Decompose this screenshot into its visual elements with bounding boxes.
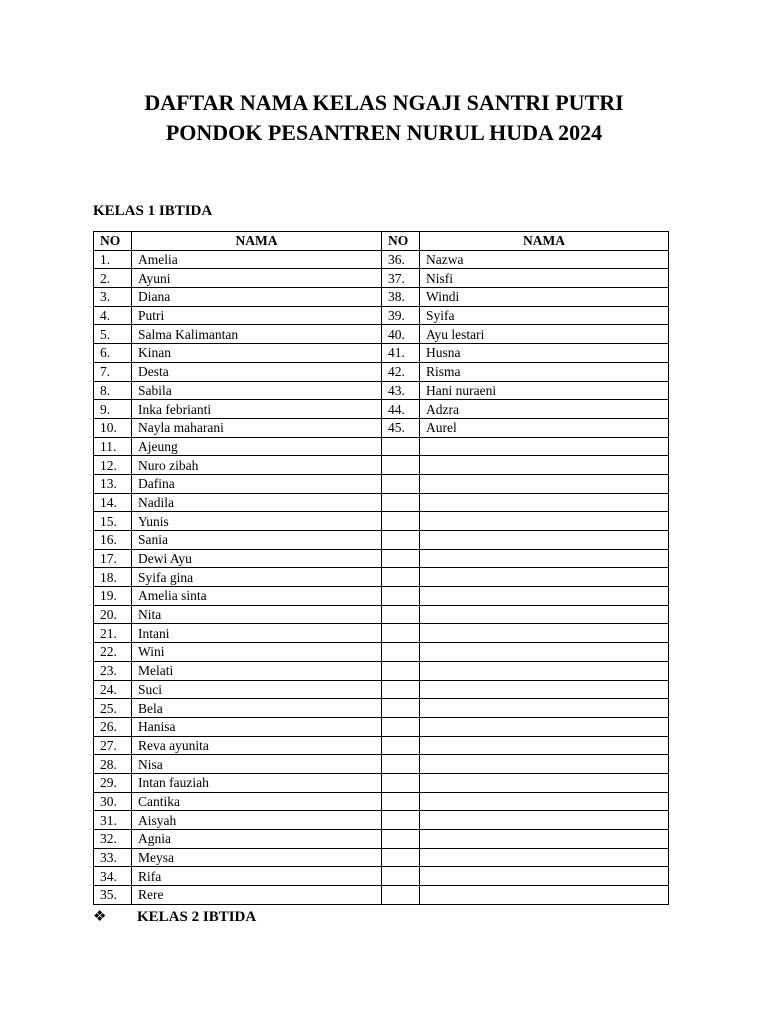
cell-no-2	[382, 643, 420, 662]
cell-nama: Sabila	[132, 381, 382, 400]
cell-no-2: 42.	[382, 362, 420, 381]
table-row	[94, 661, 669, 680]
cell-nama-2	[420, 549, 669, 568]
cell-nama-2	[420, 661, 669, 680]
table-row	[94, 830, 669, 849]
cell-no: 35.	[94, 886, 132, 905]
cell-nama: Nayla maharani	[132, 418, 382, 437]
cell-nama: Yunis	[132, 512, 382, 531]
table-row	[94, 811, 669, 830]
cell-no-2: 37.	[382, 269, 420, 288]
table-row	[94, 474, 669, 493]
cell-nama-2	[420, 867, 669, 886]
table-row	[94, 344, 669, 363]
cell-nama: Dafina	[132, 474, 382, 493]
table-header-row	[94, 232, 669, 251]
column-header-no-2: NO	[382, 232, 420, 251]
table-row	[94, 512, 669, 531]
cell-nama-2	[420, 755, 669, 774]
cell-nama-2: Nisfi	[420, 269, 669, 288]
table-row	[94, 886, 669, 905]
title-line-1: DAFTAR NAMA KELAS NGAJI SANTRI PUTRI	[144, 90, 624, 115]
table-row	[94, 381, 669, 400]
table-row	[94, 624, 669, 643]
cell-nama: Salma Kalimantan	[132, 325, 382, 344]
cell-nama-2	[420, 531, 669, 550]
table-row	[94, 362, 669, 381]
cell-no: 6.	[94, 344, 132, 363]
table-row	[94, 717, 669, 736]
cell-nama: Rere	[132, 886, 382, 905]
cell-no: 17.	[94, 549, 132, 568]
cell-nama-2	[420, 886, 669, 905]
cell-no-2	[382, 736, 420, 755]
cell-nama-2: Nazwa	[420, 250, 669, 269]
cell-nama-2	[420, 773, 669, 792]
cell-no-2	[382, 717, 420, 736]
table-row	[94, 755, 669, 774]
cell-nama-2: Risma	[420, 362, 669, 381]
cell-no-2: 45.	[382, 418, 420, 437]
section-heading-kelas-1: KELAS 1 IBTIDA	[93, 203, 213, 219]
table-row	[94, 400, 669, 419]
cell-no-2	[382, 624, 420, 643]
table-row	[94, 773, 669, 792]
table-row	[94, 437, 669, 456]
cell-nama-2: Hani nuraeni	[420, 381, 669, 400]
cell-no: 24.	[94, 680, 132, 699]
cell-no-2: 38.	[382, 288, 420, 307]
cell-nama: Sania	[132, 531, 382, 550]
cell-no: 28.	[94, 755, 132, 774]
table-row	[94, 792, 669, 811]
cell-nama: Wini	[132, 643, 382, 662]
cell-nama-2	[420, 848, 669, 867]
cell-no: 20.	[94, 605, 132, 624]
document-title	[0, 88, 768, 147]
cell-nama-2	[420, 643, 669, 662]
cell-no: 31.	[94, 811, 132, 830]
cell-no: 16.	[94, 531, 132, 550]
cell-nama-2	[420, 568, 669, 587]
cell-no-2	[382, 512, 420, 531]
cell-nama-2	[420, 792, 669, 811]
cell-no: 2.	[94, 269, 132, 288]
table-row	[94, 325, 669, 344]
cell-no-2: 40.	[382, 325, 420, 344]
cell-no-2	[382, 587, 420, 606]
cell-nama: Nita	[132, 605, 382, 624]
section-heading-kelas-2	[93, 906, 256, 927]
cell-nama: Amelia	[132, 250, 382, 269]
table-row	[94, 306, 669, 325]
cell-nama-2	[420, 587, 669, 606]
table-row	[94, 736, 669, 755]
cell-no-2: 36.	[382, 250, 420, 269]
cell-nama: Suci	[132, 680, 382, 699]
column-header-no: NO	[94, 232, 132, 251]
section-heading-kelas-2-label: KELAS 2 IBTIDA	[137, 909, 257, 925]
cell-nama-2	[420, 624, 669, 643]
cell-nama-2	[420, 699, 669, 718]
cell-no: 9.	[94, 400, 132, 419]
cell-nama-2: Syifa	[420, 306, 669, 325]
table-row	[94, 531, 669, 550]
cell-nama-2	[420, 474, 669, 493]
cell-nama: Nadila	[132, 493, 382, 512]
cell-no-2	[382, 867, 420, 886]
cell-no: 21.	[94, 624, 132, 643]
table-row	[94, 643, 669, 662]
cell-no: 1.	[94, 250, 132, 269]
table-row	[94, 250, 669, 269]
cell-no: 14.	[94, 493, 132, 512]
cell-no-2	[382, 830, 420, 849]
cell-nama: Syifa gina	[132, 568, 382, 587]
cell-no: 5.	[94, 325, 132, 344]
cell-nama: Kinan	[132, 344, 382, 363]
table-row	[94, 848, 669, 867]
cell-no-2	[382, 811, 420, 830]
cell-nama-2: Husna	[420, 344, 669, 363]
cell-no-2	[382, 605, 420, 624]
cell-nama: Aisyah	[132, 811, 382, 830]
cell-nama: Dewi Ayu	[132, 549, 382, 568]
cell-nama-2: Adzra	[420, 400, 669, 419]
cell-nama: Diana	[132, 288, 382, 307]
table-row	[94, 269, 669, 288]
cell-nama: Ajeung	[132, 437, 382, 456]
cell-no: 7.	[94, 362, 132, 381]
table-row	[94, 549, 669, 568]
cell-nama: Melati	[132, 661, 382, 680]
student-list-table	[93, 231, 669, 905]
cell-nama: Agnia	[132, 830, 382, 849]
cell-nama: Cantika	[132, 792, 382, 811]
cell-no: 33.	[94, 848, 132, 867]
cell-nama: Nisa	[132, 755, 382, 774]
table-row	[94, 867, 669, 886]
table-row	[94, 587, 669, 606]
diamond-bullet-icon: ❖	[93, 907, 107, 925]
cell-no-2	[382, 549, 420, 568]
cell-no-2	[382, 773, 420, 792]
cell-no-2	[382, 755, 420, 774]
cell-nama: Putri	[132, 306, 382, 325]
cell-no: 22.	[94, 643, 132, 662]
cell-nama-2	[420, 811, 669, 830]
cell-no-2	[382, 531, 420, 550]
cell-nama: Desta	[132, 362, 382, 381]
cell-no-2	[382, 886, 420, 905]
column-header-nama-2: NAMA	[420, 232, 669, 251]
cell-nama: Ayuni	[132, 269, 382, 288]
cell-no-2	[382, 568, 420, 587]
cell-nama: Reva ayunita	[132, 736, 382, 755]
cell-nama-2	[420, 512, 669, 531]
table-body	[94, 250, 669, 904]
cell-nama: Intan fauziah	[132, 773, 382, 792]
cell-nama: Amelia sinta	[132, 587, 382, 606]
cell-no: 18.	[94, 568, 132, 587]
cell-no: 26.	[94, 717, 132, 736]
cell-nama-2	[420, 680, 669, 699]
cell-no: 4.	[94, 306, 132, 325]
cell-no: 32.	[94, 830, 132, 849]
cell-nama-2: Windi	[420, 288, 669, 307]
table-row	[94, 568, 669, 587]
table-row	[94, 493, 669, 512]
cell-no: 13.	[94, 474, 132, 493]
cell-no-2: 43.	[382, 381, 420, 400]
cell-no-2: 44.	[382, 400, 420, 419]
cell-nama: Bela	[132, 699, 382, 718]
table-row	[94, 605, 669, 624]
cell-no: 8.	[94, 381, 132, 400]
cell-no: 12.	[94, 456, 132, 475]
cell-no-2	[382, 848, 420, 867]
cell-no-2	[382, 456, 420, 475]
cell-nama: Intani	[132, 624, 382, 643]
cell-no-2	[382, 474, 420, 493]
cell-nama-2	[420, 605, 669, 624]
cell-nama: Meysa	[132, 848, 382, 867]
cell-no: 34.	[94, 867, 132, 886]
cell-no-2	[382, 680, 420, 699]
cell-nama-2: Aurel	[420, 418, 669, 437]
table-row	[94, 288, 669, 307]
cell-no: 19.	[94, 587, 132, 606]
column-header-nama: NAMA	[132, 232, 382, 251]
cell-nama-2	[420, 736, 669, 755]
cell-no-2	[382, 661, 420, 680]
cell-nama-2	[420, 456, 669, 475]
table-row	[94, 680, 669, 699]
cell-no-2	[382, 437, 420, 456]
cell-no: 27.	[94, 736, 132, 755]
cell-nama: Hanisa	[132, 717, 382, 736]
cell-no: 11.	[94, 437, 132, 456]
cell-nama-2: Ayu lestari	[420, 325, 669, 344]
cell-no-2: 41.	[382, 344, 420, 363]
cell-no: 25.	[94, 699, 132, 718]
cell-nama-2	[420, 437, 669, 456]
cell-no: 30.	[94, 792, 132, 811]
cell-no: 29.	[94, 773, 132, 792]
table-row	[94, 418, 669, 437]
cell-nama-2	[420, 493, 669, 512]
cell-no: 3.	[94, 288, 132, 307]
cell-no-2	[382, 792, 420, 811]
cell-nama-2	[420, 830, 669, 849]
cell-no: 10.	[94, 418, 132, 437]
cell-no-2	[382, 493, 420, 512]
cell-no: 15.	[94, 512, 132, 531]
cell-no: 23.	[94, 661, 132, 680]
title-line-2: PONDOK PESANTREN NURUL HUDA 2024	[165, 119, 603, 145]
cell-nama: Rifa	[132, 867, 382, 886]
cell-no-2	[382, 699, 420, 718]
cell-nama: Inka febrianti	[132, 400, 382, 419]
cell-nama-2	[420, 717, 669, 736]
cell-nama: Nuro zibah	[132, 456, 382, 475]
cell-no-2: 39.	[382, 306, 420, 325]
table-row	[94, 456, 669, 475]
table-row	[94, 699, 669, 718]
